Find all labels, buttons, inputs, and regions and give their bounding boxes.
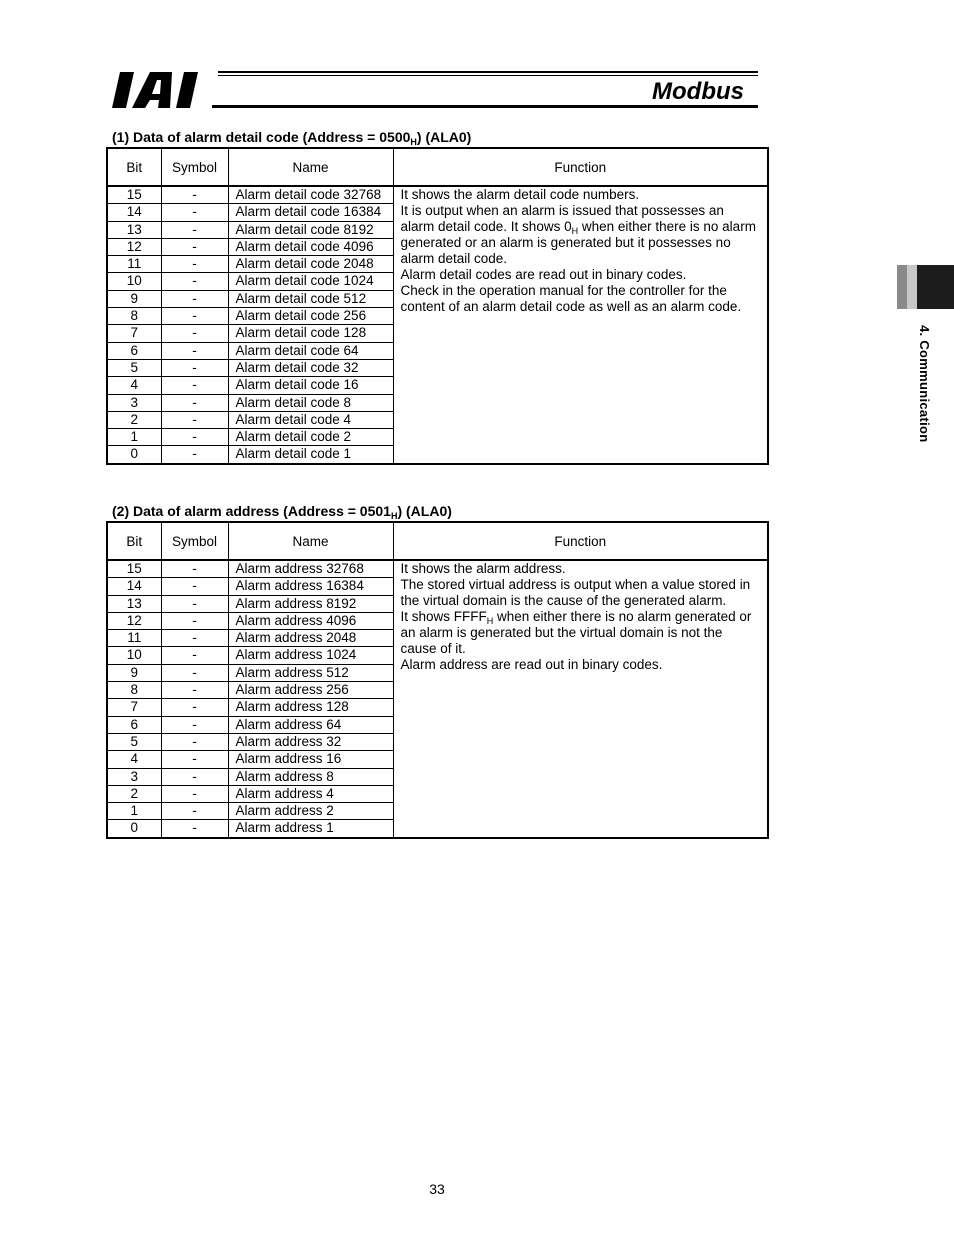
name-cell: Alarm address 4 (228, 785, 393, 802)
table-row (107, 560, 768, 578)
function-cell (393, 186, 768, 464)
bit-cell: 0 (107, 820, 161, 838)
header-rule-top-thin (218, 75, 758, 76)
column-header-function: Function (393, 522, 768, 560)
symbol-cell: - (161, 429, 228, 446)
symbol-cell: - (161, 630, 228, 647)
name-cell: Alarm detail code 4 (228, 411, 393, 428)
symbol-cell: - (161, 256, 228, 273)
bit-cell: 15 (107, 560, 161, 578)
column-header-name: Name (228, 522, 393, 560)
chapter-tab-label: 4. Communication (917, 325, 932, 443)
symbol-cell: - (161, 325, 228, 342)
name-cell: Alarm detail code 8 (228, 394, 393, 411)
section-2-title: (2) Data of alarm address (Address = $0501_H$) (ALA0) (112, 503, 452, 521)
name-cell: Alarm address 128 (228, 699, 393, 716)
name-cell: Alarm address 8192 (228, 595, 393, 612)
symbol-cell: - (161, 204, 228, 221)
page-number: 33 (429, 1181, 445, 1197)
symbol-cell: - (161, 751, 228, 768)
bit-cell: 5 (107, 733, 161, 750)
symbol-cell: - (161, 716, 228, 733)
column-header-bit: Bit (107, 148, 161, 186)
name-cell: Alarm detail code 32 (228, 359, 393, 376)
symbol-cell: - (161, 785, 228, 802)
alarm-detail-code-table (106, 147, 769, 465)
name-cell: Alarm address 32 (228, 733, 393, 750)
symbol-cell: - (161, 560, 228, 578)
name-cell: Alarm address 1024 (228, 647, 393, 664)
symbol-cell: - (161, 273, 228, 290)
function-text: The stored virtual address is output when a value stored in the virtual domain is the cause of the generated alarm. (400, 577, 751, 608)
column-header-bit: Bit (107, 522, 161, 560)
name-cell: Alarm detail code 8192 (228, 221, 393, 238)
symbol-cell: - (161, 238, 228, 255)
symbol-cell: - (161, 612, 228, 629)
symbol-cell: - (161, 394, 228, 411)
name-cell: Alarm detail code 2048 (228, 256, 393, 273)
name-cell: Alarm detail code 4096 (228, 238, 393, 255)
bit-cell: 8 (107, 682, 161, 699)
symbol-cell: - (161, 359, 228, 376)
iai-logo (112, 70, 212, 110)
bit-cell: 2 (107, 785, 161, 802)
name-cell: Alarm address 1 (228, 820, 393, 838)
name-cell: Alarm detail code 16 (228, 377, 393, 394)
table-row (107, 186, 768, 204)
column-header-function: Function (393, 148, 768, 186)
function-text: Check in the operation manual for the controller for the content of an alarm detail code as well as an alarm code. (400, 283, 742, 314)
bit-cell: 10 (107, 273, 161, 290)
symbol-cell: - (161, 733, 228, 750)
symbol-cell: - (161, 682, 228, 699)
section-1-title: (1) Data of alarm detail code (Address = $0500_H$) (ALA0) (112, 129, 472, 147)
name-cell: Alarm detail code 512 (228, 290, 393, 307)
bit-cell: 14 (107, 204, 161, 221)
name-cell: Alarm address 4096 (228, 612, 393, 629)
symbol-cell: - (161, 768, 228, 785)
symbol-cell: - (161, 342, 228, 359)
name-cell: Alarm address 256 (228, 682, 393, 699)
bit-cell: 8 (107, 308, 161, 325)
bit-cell: 12 (107, 238, 161, 255)
symbol-cell: - (161, 290, 228, 307)
symbol-cell: - (161, 820, 228, 838)
name-cell: Alarm address 8 (228, 768, 393, 785)
bit-cell: 7 (107, 699, 161, 716)
name-cell: Alarm address 16384 (228, 578, 393, 595)
name-cell: Alarm detail code 2 (228, 429, 393, 446)
function-text: It shows the alarm detail code numbers. (400, 187, 640, 202)
bit-cell: 9 (107, 664, 161, 681)
name-cell: Alarm detail code 1 (228, 446, 393, 464)
bit-cell: 11 (107, 630, 161, 647)
bit-cell: 13 (107, 221, 161, 238)
alarm-address-table (106, 521, 769, 839)
bit-cell: 1 (107, 803, 161, 820)
function-text: It shows $FFFF_H$ when either there is no alarm generated or an alarm is generated but the virtual domain is not the cause of it. (400, 609, 752, 656)
function-text: Alarm detail codes are read out in binary codes. (400, 267, 687, 282)
bit-cell: 4 (107, 751, 161, 768)
table-header-row (107, 522, 768, 560)
name-cell: Alarm detail code 16384 (228, 204, 393, 221)
symbol-cell: - (161, 186, 228, 204)
bit-cell: 10 (107, 647, 161, 664)
bit-cell: 6 (107, 716, 161, 733)
name-cell: Alarm detail code 256 (228, 308, 393, 325)
chapter-tab-marker (897, 265, 954, 309)
name-cell: Alarm detail code 64 (228, 342, 393, 359)
bit-cell: 4 (107, 377, 161, 394)
bit-cell: 12 (107, 612, 161, 629)
function-cell (393, 560, 768, 838)
bit-cell: 2 (107, 411, 161, 428)
bit-cell: 3 (107, 768, 161, 785)
header-title: Modbus (652, 78, 744, 105)
symbol-cell: - (161, 446, 228, 464)
name-cell: Alarm address 16 (228, 751, 393, 768)
symbol-cell: - (161, 221, 228, 238)
bit-cell: 9 (107, 290, 161, 307)
symbol-cell: - (161, 647, 228, 664)
symbol-cell: - (161, 578, 228, 595)
column-header-symbol: Symbol (161, 522, 228, 560)
name-cell: Alarm detail code 128 (228, 325, 393, 342)
function-text: Alarm address are read out in binary codes. (400, 657, 663, 672)
function-text: It shows the alarm address. (400, 561, 566, 576)
symbol-cell: - (161, 664, 228, 681)
bit-cell: 11 (107, 256, 161, 273)
bit-cell: 0 (107, 446, 161, 464)
symbol-cell: - (161, 803, 228, 820)
header-rule-bottom (212, 105, 758, 108)
name-cell: Alarm address 64 (228, 716, 393, 733)
column-header-name: Name (228, 148, 393, 186)
symbol-cell: - (161, 377, 228, 394)
function-text: It is output when an alarm is issued that possesses an alarm detail code. It shows $0_H$ when either there is no alarm generated or an alarm is generated but it possesses no alarm detail code. (400, 203, 756, 266)
table-header-row (107, 148, 768, 186)
symbol-cell: - (161, 595, 228, 612)
symbol-cell: - (161, 699, 228, 716)
symbol-cell: - (161, 308, 228, 325)
column-header-symbol: Symbol (161, 148, 228, 186)
symbol-cell: - (161, 411, 228, 428)
bit-cell: 1 (107, 429, 161, 446)
name-cell: Alarm detail code 32768 (228, 186, 393, 204)
bit-cell: 15 (107, 186, 161, 204)
name-cell: Alarm address 512 (228, 664, 393, 681)
name-cell: Alarm address 2048 (228, 630, 393, 647)
header-rule-top (218, 71, 758, 73)
bit-cell: 7 (107, 325, 161, 342)
bit-cell: 13 (107, 595, 161, 612)
bit-cell: 3 (107, 394, 161, 411)
name-cell: Alarm detail code 1024 (228, 273, 393, 290)
name-cell: Alarm address 32768 (228, 560, 393, 578)
bit-cell: 14 (107, 578, 161, 595)
bit-cell: 6 (107, 342, 161, 359)
name-cell: Alarm address 2 (228, 803, 393, 820)
bit-cell: 5 (107, 359, 161, 376)
